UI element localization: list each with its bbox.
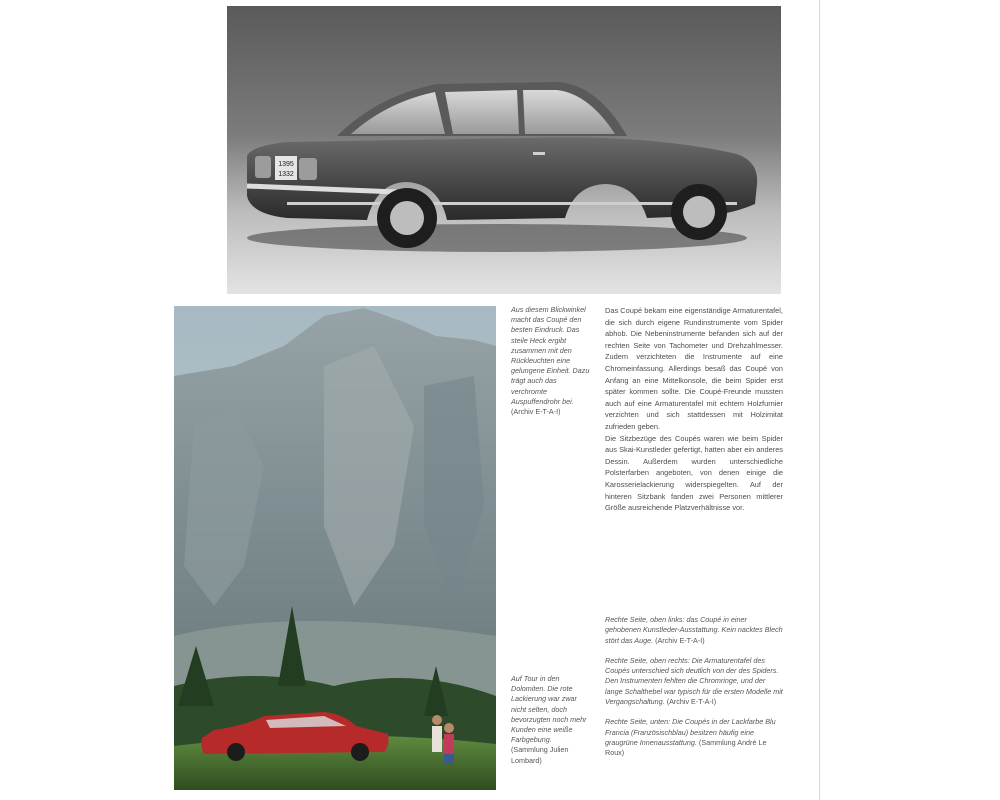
caption-car-rear-view-credit: (Archiv E-T-A-I) bbox=[511, 407, 561, 417]
right-caption-top-left-text: Rechte Seite, oben links: das Coupé in einer gehobenen Kunstleder-Ausstattung. Kein nacktes Blech stört das Auge. bbox=[605, 615, 783, 645]
caption-car-rear-view bbox=[511, 305, 593, 417]
door-handle bbox=[533, 152, 545, 155]
caption-dolomites-tour bbox=[511, 674, 593, 766]
right-page-captions bbox=[605, 615, 783, 769]
rear-hubcap bbox=[390, 201, 424, 235]
person-jeans bbox=[444, 754, 454, 764]
dolomites-mountain-photo bbox=[174, 306, 496, 790]
right-caption-top-right-text: Rechte Seite, oben rechts: Die Armaturentafel des Coupés unterschied sich deutlich von der des Spiders. Den Instrumenten fehlten die Chromringe, und der lange Schalthebel war typisch für die ersten Modelle mit Vergangschaltung. bbox=[605, 655, 783, 707]
car-shadow bbox=[247, 224, 747, 252]
side-chrome-strip bbox=[287, 202, 737, 205]
red-coupe-front-wheel bbox=[351, 743, 369, 761]
caption-dolomites-tour-text: Auf Tour in den Dolomiten. Die rote Lackierung war zwar nicht selten, doch bevorzugten noch mehr Kunden eine weiße Farbgebung. bbox=[511, 674, 587, 745]
page-edge-line bbox=[819, 0, 820, 800]
license-plate-line-2: 1332 bbox=[278, 171, 294, 178]
person-head-2 bbox=[444, 723, 454, 733]
body-paragraph-2: Die Sitzbezüge des Coupés waren wie beim Spider aus Skai-Kunstleder gefertigt, hatten aber ein anderes Dessin. Außerdem wurden unterschiedliche Polsterfarben angeboten, von denen einige die Karosserielackierung widerspiegelten. Auf der hinteren Sitzbank fanden zwei Personen mittlerer Größe ausreichende Platzverhältnisse vor. bbox=[605, 433, 783, 513]
right-caption-top-right bbox=[605, 656, 783, 707]
right-caption-top-left-credit: (Archiv E-T-A-I) bbox=[655, 635, 705, 645]
right-caption-bottom bbox=[605, 717, 783, 758]
caption-dolomites-tour-credit: (Sammlung Julien Lombard) bbox=[511, 745, 569, 765]
license-plate-line-1: 1395 bbox=[278, 161, 294, 168]
side-window-rear bbox=[445, 90, 519, 134]
article-body bbox=[605, 305, 783, 514]
body-paragraph-1: Das Coupé bekam eine eigenständige Armaturentafel, die sich durch eigene Rundinstrumente vom Spider abhob. Die Nebeninstrumente befanden sich auf der rechten Seite von Tachometer und Drehzahlmesser. Zudem verzichteten die Instrumente auf eine Chromeinfassung. Allerdings besaß das Coupé von Anfang an eine Mittelkonsole, die beim Spider erst später kommen sollte. Die Coupé-Freunde mussten auch auf eine Armaturentafel mit echtem Holzfurnier verzichten und sich stattdessen mit Holzimitat zufrieden geben. bbox=[605, 306, 783, 431]
coupe-rear-three-quarter-photo bbox=[227, 6, 781, 294]
person-head-1 bbox=[432, 715, 442, 725]
coupe-bw-illustration bbox=[227, 6, 781, 294]
person-white-shirt bbox=[432, 726, 442, 752]
right-caption-top-left bbox=[605, 615, 783, 646]
right-caption-top-right-credit: (Archiv E-T-A-I) bbox=[666, 697, 717, 707]
right-caption-bottom-credit: (Sammlung André Le Roux) bbox=[605, 737, 767, 758]
red-coupe-rear-wheel bbox=[227, 743, 245, 761]
right-caption-bottom-text: Rechte Seite, unten: Die Coupés in der Lackfarbe Blu Francia (Französischblau) besitzen häufig eine graugrüne Innenausstattung. bbox=[605, 717, 776, 747]
caption-car-rear-view-text: Aus diesem Blickwinkel macht das Coupé den besten Eindruck. Das steile Heck ergibt zusammen mit den Rückleuchten eine gelungene Einheit. Dazu trägt auch das verchromte Auspuffendrohr bei. bbox=[511, 305, 590, 406]
left-tail-light bbox=[255, 156, 271, 178]
front-hubcap bbox=[683, 196, 715, 228]
dolomites-illustration bbox=[174, 306, 496, 790]
right-tail-light bbox=[299, 158, 317, 180]
